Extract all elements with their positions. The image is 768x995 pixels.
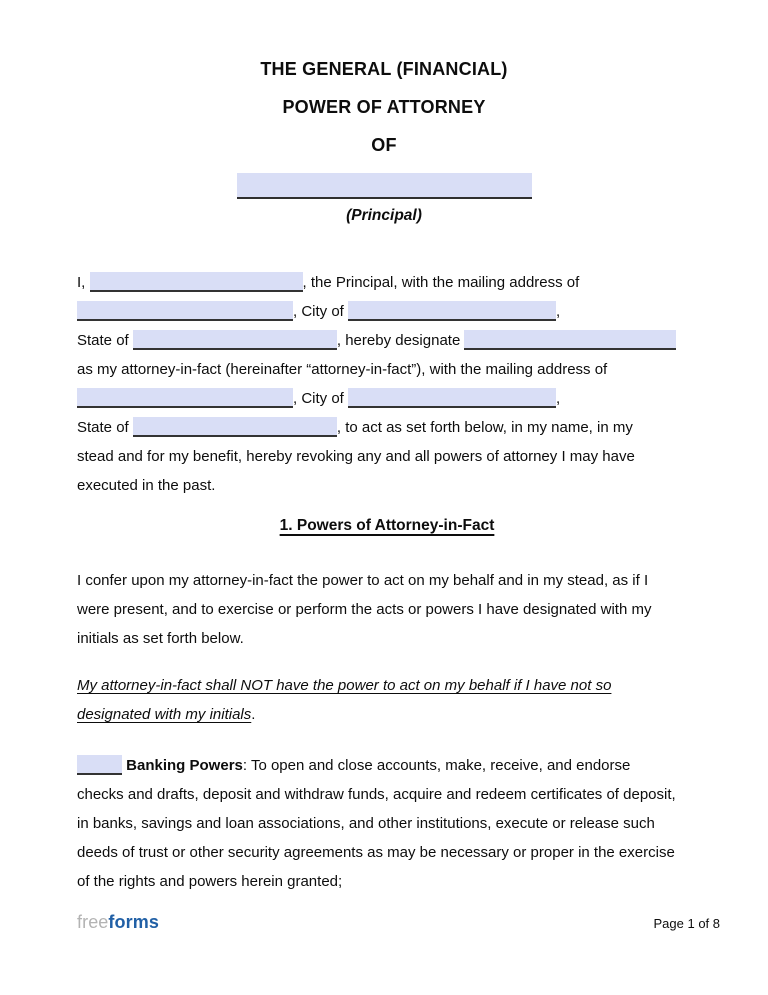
text-segment: My attorney-in-fact shall NOT have the power to act on my behalf if I have not so: [77, 677, 612, 694]
text-line: [77, 355, 697, 384]
section-1-heading: 1. Powers of Attorney-in-Fact: [279, 517, 495, 534]
page-indicator: Page 1 of 8: [653, 916, 720, 931]
text-segment: State of: [77, 419, 133, 436]
text-line: [77, 384, 697, 413]
banking-powers-paragraph: [77, 751, 697, 896]
text-line: [77, 297, 697, 326]
fill-in-blank[interactable]: [90, 272, 303, 292]
text-segment: , City of: [293, 390, 349, 407]
text-line: [77, 838, 697, 867]
fill-in-blank[interactable]: [77, 755, 122, 775]
title-block: [0, 0, 768, 226]
text-segment: Banking Powers: [126, 757, 243, 774]
text-line: [77, 809, 697, 838]
document-title-line-1: THE GENERAL (FINANCIAL): [260, 59, 508, 79]
text-line: [77, 700, 697, 729]
opening-paragraph: [77, 268, 697, 500]
freeforms-logo: [77, 910, 159, 934]
text-line: [77, 442, 697, 471]
text-segment: : To open and close accounts, make, receive, and endorse: [242, 757, 631, 774]
text-line: [77, 566, 697, 595]
text-line: [77, 751, 697, 780]
text-line: [77, 326, 697, 355]
fill-in-blank[interactable]: [348, 301, 556, 321]
text-segment: , to act as set forth below, in my name, in my: [336, 419, 633, 436]
text-line: [77, 471, 697, 500]
text-segment: .: [251, 706, 256, 723]
confer-paragraph: [77, 566, 697, 653]
fill-in-blank[interactable]: [464, 330, 676, 350]
text-segment: , City of: [293, 303, 349, 320]
fill-in-blank[interactable]: [348, 388, 556, 408]
fill-in-blank[interactable]: [133, 417, 337, 437]
text-line: [77, 671, 697, 700]
text-segment: of the rights and powers herein granted;: [77, 873, 343, 890]
text-segment: checks and drafts, deposit and withdraw funds, acquire and redeem certificates of deposit,: [77, 786, 676, 803]
document-title-line-3: OF: [371, 135, 397, 155]
text-line: [77, 624, 697, 653]
text-segment: were present, and to exercise or perform the acts or powers I have designated with my: [77, 601, 652, 618]
text-segment: I,: [77, 274, 90, 291]
text-segment: designated with my initials: [77, 706, 252, 723]
text-segment: , the Principal, with the mailing address of: [302, 274, 580, 291]
text-line: [77, 268, 697, 297]
text-line: [77, 413, 697, 442]
brand-free-text: free: [77, 912, 109, 932]
fill-in-blank[interactable]: [77, 301, 293, 321]
text-segment: as my attorney-in-fact (hereinafter “attorney-in-fact”), with the mailing address of: [77, 361, 608, 378]
text-segment: State of: [77, 332, 133, 349]
principal-name-field[interactable]: [237, 173, 532, 199]
not-designated-notice: [77, 671, 697, 729]
text-segment: executed in the past.: [77, 477, 216, 494]
text-segment: stead and for my benefit, hereby revoking any and all powers of attorney I may have: [77, 448, 635, 465]
text-line: [77, 595, 697, 624]
page-footer: [77, 910, 720, 936]
text-line: [77, 780, 697, 809]
fill-in-blank[interactable]: [133, 330, 337, 350]
text-segment: in banks, savings and loan associations, and other institutions, execute or release such: [77, 815, 655, 832]
document-body: [0, 268, 768, 896]
text-segment: , hereby designate: [336, 332, 465, 349]
document-title-line-2: POWER OF ATTORNEY: [282, 97, 486, 117]
fill-in-blank[interactable]: [77, 388, 293, 408]
text-segment: deeds of trust or other security agreements as may be necessary or proper in the exercise: [77, 844, 675, 861]
principal-caption: (Principal): [346, 207, 422, 224]
text-segment: ,: [556, 303, 561, 320]
text-segment: ,: [556, 390, 561, 407]
text-segment: I confer upon my attorney-in-fact the power to act on my behalf and in my stead, as if I: [77, 572, 649, 589]
brand-forms-text: forms: [108, 912, 159, 932]
text-segment: initials as set forth below.: [77, 630, 244, 647]
text-line: [77, 867, 697, 896]
